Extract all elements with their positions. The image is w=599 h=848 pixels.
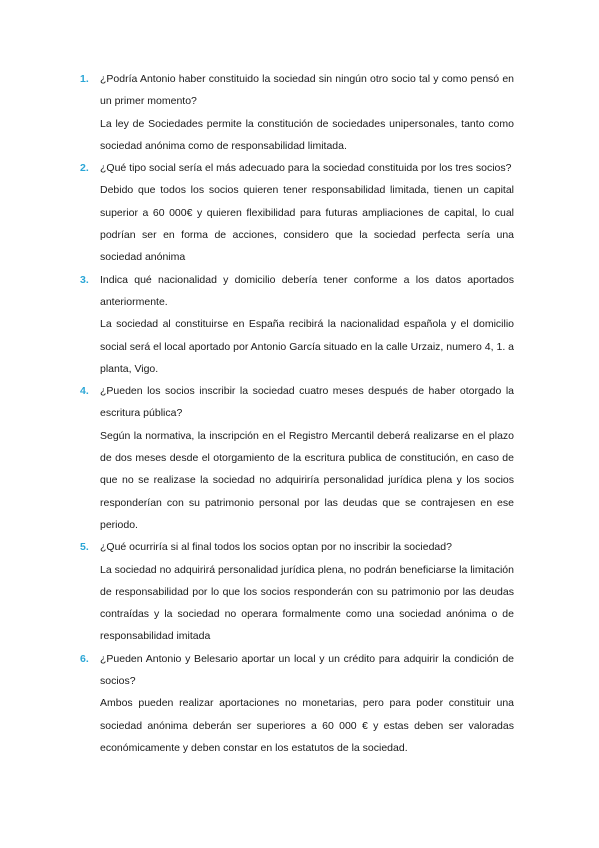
answer-text: La sociedad al constituirse en España recibirá la nacionalidad española y el domicilio social será el local aportado por Antonio García situado en la calle Urzaiz, numero 4, 1. a planta, Vigo. bbox=[100, 318, 514, 375]
answer-text: La ley de Sociedades permite la constitución de sociedades unipersonales, tanto como sociedad anónima como de responsabilidad limitada. bbox=[100, 117, 514, 152]
question-text: Indica qué nacionalidad y domicilio debería tener conforme a los datos aportados anteriormente. bbox=[100, 273, 514, 308]
question-text: ¿Qué ocurriría si al final todos los socios optan por no inscribir la sociedad? bbox=[100, 541, 452, 554]
item-body bbox=[100, 157, 514, 268]
item-body bbox=[100, 536, 514, 647]
question-item-3 bbox=[80, 269, 514, 380]
item-body bbox=[100, 269, 514, 380]
item-number: 2. bbox=[80, 162, 89, 175]
item-number: 4. bbox=[80, 385, 89, 398]
question-text: ¿Pueden Antonio y Belesario aportar un local y un crédito para adquirir la condición de socios? bbox=[100, 652, 514, 688]
question-item-5 bbox=[80, 536, 514, 647]
question-item-6 bbox=[80, 648, 514, 759]
answer-text: Ambos pueden realizar aportaciones no monetarias, pero para poder constituir una sociedad anónima deberán ser superiores a 60 000 € y estas deben ser valoradas económicamente y deben constar en los estatutos de la sociedad. bbox=[100, 697, 514, 754]
item-body bbox=[100, 68, 514, 157]
question-text: ¿Pueden los socios inscribir la sociedad cuatro meses después de haber otorgado la escritura pública? bbox=[100, 385, 514, 420]
answer-text: Debido que todos los socios quieren tener responsabilidad limitada, tienen un capital superior a 60 000€ y quieren flexibilidad para futuras ampliaciones de capital, lo cual podrían ser en forma de acciones, considero que la sociedad perfecta sería una sociedad anónima bbox=[100, 184, 514, 264]
question-item-2 bbox=[80, 157, 514, 268]
item-number: 1. bbox=[80, 73, 89, 85]
question-item-1 bbox=[80, 68, 514, 157]
answer-text: La sociedad no adquirirá personalidad jurídica plena, no podrán beneficiarse la limitación de responsabilidad por lo que los socios responderán con su patrimonio por las deudas contraídas y la sociedad no operara formalmente como una sociedad anónima o de responsabilidad imitada bbox=[100, 563, 514, 643]
question-item-4 bbox=[80, 380, 514, 536]
item-number: 6. bbox=[80, 652, 89, 665]
question-text: ¿Qué tipo social sería el más adecuado para la sociedad constituida por los tres socios? bbox=[100, 162, 512, 175]
question-text: ¿Podría Antonio haber constituido la sociedad sin ningún otro socio tal y como pensó en un primer momento? bbox=[100, 73, 514, 108]
item-body bbox=[100, 648, 514, 759]
item-number: 5. bbox=[80, 541, 89, 554]
answer-text: Según la normativa, la inscripción en el Registro Mercantil deberá realizarse en el plazo de dos meses desde el otorgamiento de la escritura publica de constitución, en caso de que no se realizase la sociedad no adquiriría personalidad jurídica plena y los socios responderían con su patrimonio personal por las deudas que se contrajesen en ese periodo. bbox=[100, 429, 514, 531]
item-number: 3. bbox=[80, 273, 89, 286]
item-body bbox=[100, 380, 514, 536]
